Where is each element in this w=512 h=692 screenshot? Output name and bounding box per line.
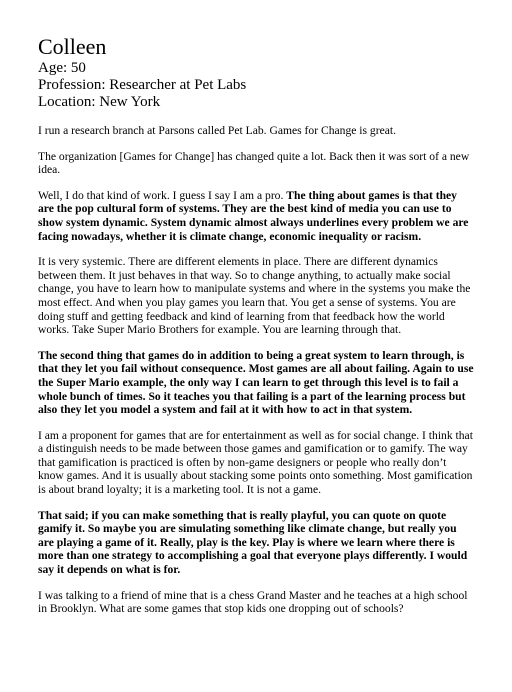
paragraph-2: The organization [Games for Change] has changed quite a lot. Back then it was sort of a new idea. <box>38 149 470 177</box>
paragraph-4: It is very systemic. There are different elements in place. There are different dynamics between them. It just behaves in that way. So to change anything, to actually make social change, you have to learn how to manipulate systems and where in the systems you make the most effect. And when you play games you learn that. You get a sense of systems. You are doing stuff and getting feedback and kind of learning from that feedback how the world works. Take Super Mario Brothers for example. You are learning through that. <box>38 255 471 337</box>
paragraph-3-plain: Well, I do that kind of work. I guess I say I am a pro. <box>38 188 287 202</box>
document-page <box>38 34 474 628</box>
paragraph-8: I was talking to a friend of mine that is a chess Grand Master and he teaches at a high school in Brooklyn. What are some games that stop kids one dropping out of schools? <box>38 588 468 616</box>
paragraph-7: That said; if you can make something that is really playful, you can quote on quote gamify it. So maybe you are simulating something like climate change, but really you are playing a game of it. Really, play is the key. Play is where we learn where there is more than one strategy to accomplishing a goal that everyone plays differently. I would say it depends on what is for. <box>38 508 468 577</box>
profile-details <box>38 60 474 111</box>
paragraph-1: I run a research branch at Parsons called Pet Lab. Games for Change is great. <box>38 124 396 137</box>
paragraph-3-bold: The thing about games is that they are the pop cultural form of systems. They are the best kind of media you can use to show system dynamic. System dynamic almost always underlines every problem we are facing nowadays, whether it is climate change, economic inequality or racism. <box>38 188 469 243</box>
profession-line: Profession: Researcher at Pet Labs <box>38 77 247 93</box>
age-line: Age: 50 <box>38 60 86 76</box>
location-line: Location: New York <box>38 94 161 110</box>
paragraph-6: I am a proponent for games that are for entertainment as well as for social change. I think that a distinguish needs to be made between those games and gamification or to gamify. The way that gamification is practiced is often by non-game designers or people who really don’t know games. And it is usually about stacking some points onto something. Most gamification is about brand loyalty; it is a marketing tool. It is not a game. <box>38 428 473 497</box>
paragraph-5: The second thing that games do in addition to being a great system to learn through, is that they let you fail without consequence. Most games are all about failing. Again to use the Super Mario example, the only way I can learn to get through this level is to fail a whole bunch of times. So it teaches you that failing is a part of the learning process but also they let you model a system and fail at it with how to act in that system. <box>38 348 474 417</box>
paragraph-3 <box>38 189 474 243</box>
person-name: Colleen <box>38 34 107 59</box>
